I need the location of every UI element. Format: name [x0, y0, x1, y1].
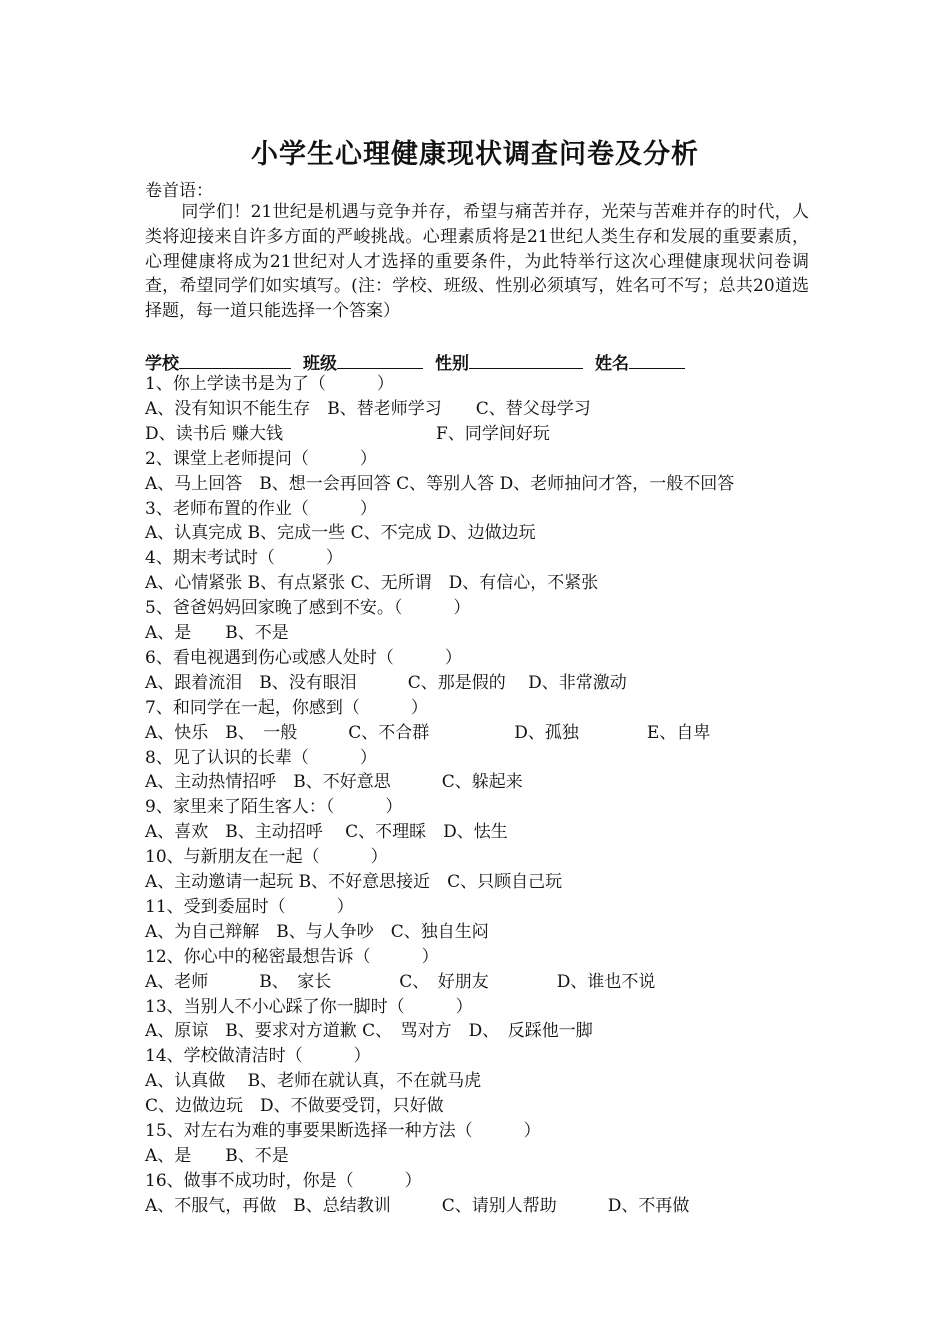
- question-line: 13、当别人不小心踩了你一脚时（ ）: [145, 996, 473, 1017]
- answer-options-line: A、心情紧张 B、有点紧张 C、无所谓 D、有信心，不紧张: [145, 573, 599, 594]
- page-title: 小学生心理健康现状调查问卷及分析: [251, 139, 699, 170]
- answer-options-line: A、原谅 B、要求对方道歉 C、 骂对方 D、 反踩他一脚: [145, 1021, 593, 1042]
- answer-options-line: A、主动邀请一起玩 B、不好意思接近 C、只顾自己玩: [145, 872, 563, 892]
- class-label: 班级: [303, 354, 337, 374]
- answer-options-line: D、读书后 赚大钱 F、同学间好玩: [145, 423, 550, 444]
- school-label: 学校: [145, 354, 179, 374]
- question-line: 6、看电视遇到伤心或感人处时（ ）: [145, 647, 462, 668]
- answer-options-line: A、是 B、不是: [145, 623, 289, 643]
- answer-options-line: A、主动热情招呼 B、不好意思 C、躲起来: [145, 772, 523, 793]
- question-line: 7、和同学在一起，你感到（ ）: [145, 697, 428, 718]
- info-fields: [145, 349, 685, 374]
- answer-options-line: A、老师 B、 家长 C、 好朋友 D、谁也不说: [145, 971, 656, 992]
- question-line: 14、学校做清洁时（ ）: [145, 1046, 371, 1067]
- question-line: 12、你心中的秘密最想告诉（ ）: [145, 946, 439, 967]
- question-line: 5、爸爸妈妈回家晚了感到不安。（ ）: [145, 598, 471, 619]
- question-line: 11、受到委屈时（ ）: [145, 896, 354, 917]
- question-line: 9、家里来了陌生客人：（ ）: [145, 797, 403, 818]
- answer-options-line: A、不服气，再做 B、总结教训 C、请别人帮助 D、不再做: [145, 1195, 690, 1216]
- question-line: 10、与新朋友在一起（ ）: [145, 847, 388, 868]
- school-blank[interactable]: [179, 350, 291, 369]
- name-label: 姓名: [595, 354, 629, 374]
- class-blank[interactable]: [337, 350, 423, 369]
- question-line: 3、老师布置的作业（ ）: [145, 498, 377, 519]
- answer-options-line: A、认真完成 B、完成一些 C、不完成 D、边做边玩: [145, 523, 536, 544]
- question-line: 2、课堂上老师提问（ ）: [145, 448, 377, 469]
- answer-options-line: A、为自己辩解 B、与人争吵 C、独自生闷: [145, 921, 489, 942]
- preface-label: 卷首语：: [145, 181, 213, 201]
- answer-options-line: A、跟着流泪 B、没有眼泪 C、那是假的 D、非常激动: [145, 672, 627, 693]
- question-line: 1、你上学读书是为了（ ）: [145, 374, 394, 394]
- question-line: 15、对左右为难的事要果断选择一种方法（ ）: [145, 1121, 541, 1141]
- gender-blank[interactable]: [469, 350, 583, 369]
- gender-label: 性别: [435, 354, 469, 374]
- answer-options-line: A、喜欢 B、主动招呼 C、不理睬 D、怯生: [145, 822, 508, 843]
- answer-options-line: A、认真做 B、老师在就认真，不在就马虎: [145, 1071, 482, 1092]
- answer-options-line: C、边做边玩 D、不做要受罚，只好做: [145, 1096, 444, 1117]
- answer-options-line: A、是 B、不是: [145, 1145, 289, 1166]
- answer-options-line: A、没有知识不能生存 B、替老师学习 C、替父母学习: [145, 398, 591, 419]
- intro-text: 同学们！21世纪是机遇与竞争并存，希望与痛苦并存，光荣与苦难并存的时代，人类将迎接来自许多方面的严峻挑战。心理素质将是21世纪人类生存和发展的重要素质，心理健康将成为21世纪对人才选择的重要条件，为此特举行这次心理健康现状问卷调查，希望同学们如实填写。(注：学校、班级、性别必须填写，姓名可不写；总共20道选择题，每一道只能选择一个答案）: [145, 202, 809, 322]
- question-line: 4、期末考试时（ ）: [145, 548, 343, 569]
- answer-options-line: A、快乐 B、 一般 C、不合群 D、孤独 E、自卑: [145, 722, 711, 743]
- question-line: 8、见了认识的长辈（ ）: [145, 747, 377, 768]
- answer-options-line: A、马上回答 B、想一会再回答 C、等别人答 D、老师抽问才答，一般不回答: [145, 473, 735, 494]
- name-blank[interactable]: [629, 350, 685, 369]
- intro-paragraph: [145, 200, 809, 324]
- question-line: 16、做事不成功时，你是（ ）: [145, 1170, 422, 1191]
